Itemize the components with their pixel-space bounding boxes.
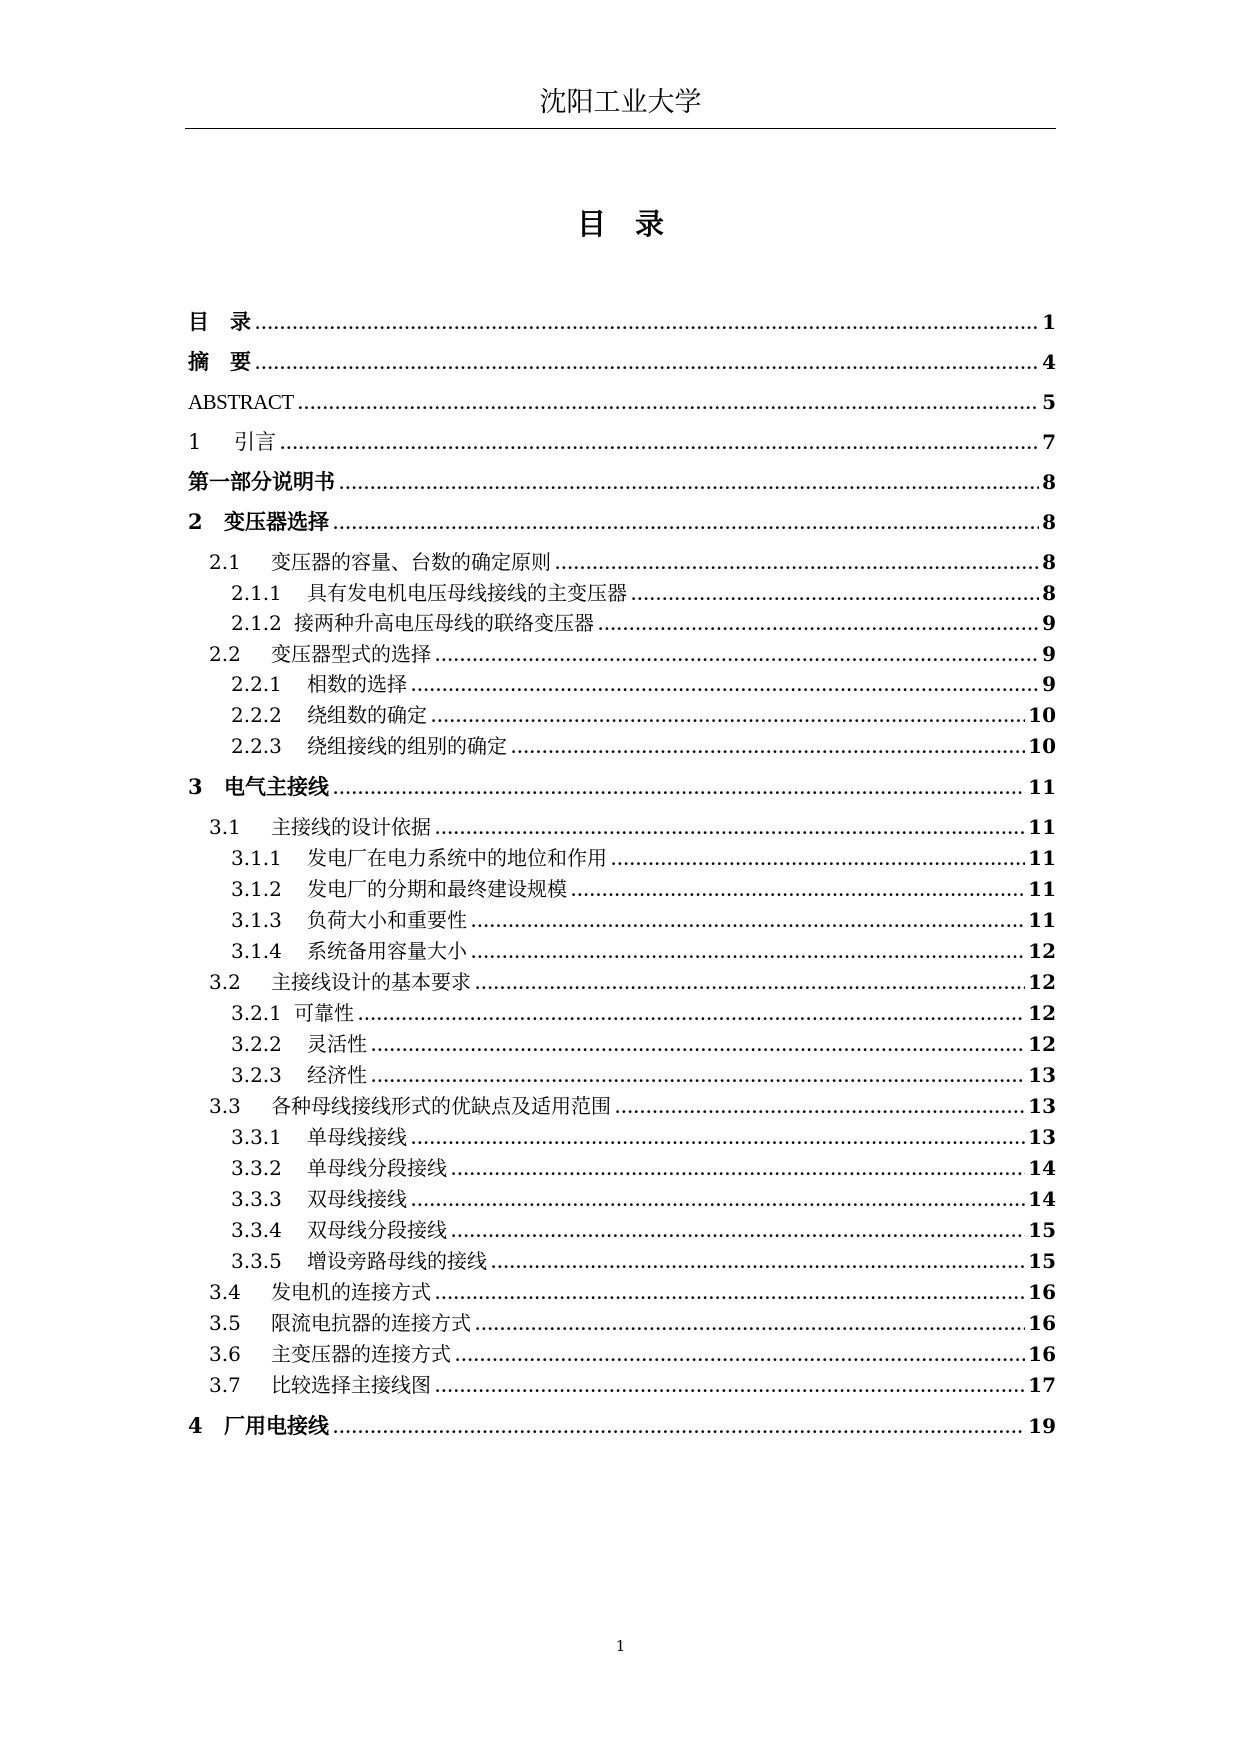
toc-entry[interactable]: [231, 1246, 1056, 1276]
toc-entry-number: 4: [188, 1413, 203, 1438]
toc-entry-page: 12: [1028, 970, 1056, 994]
toc-entry-number: 2.2.2: [231, 703, 282, 727]
toc-title: 目 录: [576, 207, 664, 241]
toc-entry-number: 3.1.1: [231, 846, 282, 870]
toc-leader-dots: [475, 969, 1025, 999]
toc-entry-number: 3.1: [209, 815, 241, 839]
toc-entry-number: 3.5: [209, 1311, 241, 1335]
toc-entry-page: 11: [1028, 775, 1056, 799]
toc-entry[interactable]: [188, 507, 1056, 537]
toc-entry-page: 7: [1042, 430, 1056, 454]
toc-entry-page: 17: [1028, 1373, 1056, 1397]
toc-leader-dots: [411, 671, 1039, 701]
toc-leader-dots: [358, 1000, 1025, 1030]
toc-entry-label: 双母线接线: [307, 1187, 407, 1211]
toc-entry-label: 增设旁路母线的接线: [307, 1249, 487, 1273]
toc-entry-label: 主变压器的连接方式: [271, 1342, 451, 1366]
toc-entry-page: 11: [1028, 877, 1056, 901]
toc-entry-page: 5: [1042, 390, 1056, 414]
toc-entry-label: 目 录: [188, 309, 251, 334]
toc-leader-dots: [255, 349, 1039, 379]
toc-entry-number: 3.3.4: [231, 1218, 282, 1242]
toc-leader-dots: [435, 814, 1025, 844]
toc-entry-page: 11: [1028, 815, 1056, 839]
toc-entry-number: 3.2: [209, 970, 241, 994]
toc-entry[interactable]: [231, 1215, 1056, 1245]
toc-entry-label: 摘 要: [188, 349, 251, 374]
toc-entry[interactable]: [231, 700, 1056, 730]
toc-entry[interactable]: [209, 1308, 1056, 1338]
toc-entry-number: 3.2.3: [231, 1063, 282, 1087]
toc-entry-page: 9: [1042, 642, 1056, 666]
toc-entry-label: 灵活性: [307, 1032, 367, 1056]
toc-leader-dots: [611, 845, 1025, 875]
toc-entry-number: 3.3.2: [231, 1156, 282, 1180]
toc-entry-number: 3.1.4: [231, 939, 282, 963]
toc-leader-dots: [333, 1413, 1025, 1443]
toc-entry-page: 16: [1028, 1311, 1056, 1335]
toc-leader-dots: [471, 938, 1025, 968]
toc-entry-page: 12: [1028, 1032, 1056, 1056]
toc-entry-page: 8: [1042, 470, 1056, 494]
toc-entry-page: 10: [1028, 703, 1056, 727]
toc-entry-number: 2.2: [209, 642, 241, 666]
toc-entry-label: 发电机的连接方式: [271, 1280, 431, 1304]
toc-entry[interactable]: [209, 1370, 1056, 1400]
toc-leader-dots: [339, 469, 1039, 499]
page-number: 1: [615, 1637, 626, 1655]
toc-entry-number: 3.3.3: [231, 1187, 282, 1211]
toc-leader-dots: [571, 876, 1025, 906]
toc-entry[interactable]: [188, 307, 1056, 337]
toc-leader-dots: [333, 509, 1039, 539]
toc-entry-number: 3.6: [209, 1342, 241, 1366]
toc-entry[interactable]: [231, 608, 1056, 638]
toc-entry-label: 单母线接线: [307, 1125, 407, 1149]
toc-entry-page: 15: [1028, 1218, 1056, 1242]
toc-entry-label: 绕组数的确定: [307, 703, 427, 727]
toc-entry[interactable]: [188, 347, 1056, 377]
toc-entry-label: 比较选择主接线图: [271, 1373, 431, 1397]
toc-entry[interactable]: [231, 1153, 1056, 1183]
toc-entry-label: 可靠性: [294, 1001, 354, 1025]
toc-leader-dots: [435, 641, 1039, 671]
toc-leader-dots: [371, 1062, 1025, 1092]
toc-entry[interactable]: [209, 547, 1056, 577]
toc-entry-label: 限流电抗器的连接方式: [271, 1311, 471, 1335]
toc-entry-number: 3.4: [209, 1280, 241, 1304]
toc-leader-dots: [435, 1372, 1025, 1402]
toc-leader-dots: [471, 907, 1025, 937]
toc-leader-dots: [615, 1093, 1025, 1123]
toc-entry-page: 19: [1028, 1414, 1056, 1438]
toc-entry-page: 13: [1028, 1094, 1056, 1118]
toc-entry-number: 3.2.2: [231, 1032, 282, 1056]
toc-entry-label: 绕组接线的组别的确定: [307, 734, 507, 758]
toc-entry-page: 8: [1042, 581, 1056, 605]
toc-entry-number: 3: [188, 774, 203, 799]
toc-entry-label: 各种母线接线形式的优缺点及适用范围: [271, 1094, 611, 1118]
toc-leader-dots: [280, 429, 1039, 459]
toc-leader-dots: [491, 1248, 1025, 1278]
toc-leader-dots: [455, 1341, 1025, 1371]
toc-leader-dots: [371, 1031, 1025, 1061]
toc-entry-page: 15: [1028, 1249, 1056, 1273]
toc-entry-number: 2.1: [209, 550, 241, 574]
toc-entry-page: 14: [1028, 1156, 1056, 1180]
toc-entry[interactable]: [231, 578, 1056, 608]
toc-entry-page: 8: [1042, 510, 1056, 534]
toc-entry-page: 11: [1028, 846, 1056, 870]
toc-entry[interactable]: [231, 669, 1056, 699]
toc-entry[interactable]: [231, 1060, 1056, 1090]
toc-entry-label: 引言: [234, 430, 276, 454]
toc-entry-page: 1: [1042, 310, 1056, 334]
toc-entry[interactable]: [231, 1122, 1056, 1152]
toc-leader-dots: [631, 580, 1039, 610]
toc-entry-label: 第一部分说明书: [188, 469, 335, 494]
toc-entry-label: 具有发电机电压母线接线的主变压器: [307, 581, 627, 605]
toc-entry[interactable]: [209, 1277, 1056, 1307]
toc-leader-dots: [411, 1124, 1025, 1154]
toc-entry[interactable]: [209, 1339, 1056, 1369]
toc-entry-page: 11: [1028, 908, 1056, 932]
toc-entry[interactable]: [209, 1091, 1056, 1121]
toc-entry-page: 12: [1028, 1001, 1056, 1025]
toc-entry[interactable]: [231, 1184, 1056, 1214]
toc-entry[interactable]: [188, 467, 1056, 497]
toc-entry-label: 变压器选择: [224, 509, 329, 534]
toc-entry-label: 电气主接线: [224, 774, 329, 799]
toc-entry[interactable]: [188, 387, 1056, 417]
toc-entry-label: 主接线的设计依据: [271, 815, 431, 839]
toc-entry-number: 2.2.3: [231, 734, 282, 758]
toc-entry-number: 3.1.2: [231, 877, 282, 901]
toc-entry-number: 3.3: [209, 1094, 241, 1118]
toc-leader-dots: [298, 389, 1039, 419]
toc-entry[interactable]: [188, 1411, 1056, 1441]
toc-entry-label: 接两种升高电压母线的联络变压器: [294, 611, 594, 635]
toc-entry-number: 3.7: [209, 1373, 241, 1397]
toc-entry-label: 发电厂在电力系统中的地位和作用: [307, 846, 607, 870]
toc-entry-number: 3.3.5: [231, 1249, 282, 1273]
toc-entry-page: 14: [1028, 1187, 1056, 1211]
toc-entry[interactable]: [209, 967, 1056, 997]
toc-leader-dots: [555, 549, 1039, 579]
toc-entry-label: 厂用电接线: [224, 1413, 329, 1438]
toc-entry-label: 负荷大小和重要性: [307, 908, 467, 932]
toc-entry-page: 8: [1042, 550, 1056, 574]
toc-entry-number: 2.2.1: [231, 672, 282, 696]
toc-entry[interactable]: [231, 843, 1056, 873]
toc-entry-number: 1: [188, 430, 202, 454]
toc-entry[interactable]: [209, 812, 1056, 842]
toc-entry-label: 系统备用容量大小: [307, 939, 467, 963]
toc-leader-dots: [511, 733, 1025, 763]
toc-entry-page: 9: [1042, 672, 1056, 696]
toc-entry-label: 相数的选择: [307, 672, 407, 696]
toc-leader-dots: [598, 610, 1039, 640]
toc-leader-dots: [451, 1217, 1025, 1247]
toc-entry-label: 变压器型式的选择: [271, 642, 431, 666]
toc-entry[interactable]: [188, 427, 1056, 457]
toc-entry-number: 2: [188, 509, 203, 534]
toc-entry-number: 3.2.1: [231, 1001, 282, 1025]
toc-entry-label: 单母线分段接线: [307, 1156, 447, 1180]
toc-leader-dots: [451, 1155, 1025, 1185]
toc-entry-page: 16: [1028, 1342, 1056, 1366]
toc-leader-dots: [411, 1186, 1025, 1216]
toc-entry-label: 主接线设计的基本要求: [271, 970, 471, 994]
toc-entry[interactable]: [209, 639, 1056, 669]
toc-entry[interactable]: [231, 731, 1056, 761]
toc-entry[interactable]: [231, 905, 1056, 935]
toc-leader-dots: [333, 774, 1025, 804]
toc-leader-dots: [435, 1279, 1025, 1309]
toc-entry-page: 16: [1028, 1280, 1056, 1304]
toc-entry[interactable]: [231, 936, 1056, 966]
toc-entry[interactable]: [188, 772, 1056, 802]
toc-entry[interactable]: [231, 1029, 1056, 1059]
toc-entry-number: 3.3.1: [231, 1125, 282, 1149]
toc-entry[interactable]: [231, 998, 1056, 1028]
toc-entry-label: 变压器的容量、台数的确定原则: [271, 550, 551, 574]
toc-leader-dots: [475, 1310, 1025, 1340]
toc-entry-page: 12: [1028, 939, 1056, 963]
toc-entry-page: 10: [1028, 734, 1056, 758]
toc-entry[interactable]: [231, 874, 1056, 904]
toc-entry-label: 经济性: [307, 1063, 367, 1087]
toc-entry-number: 2.1.1: [231, 581, 282, 605]
toc-entry-number: 3.1.3: [231, 908, 282, 932]
toc-leader-dots: [431, 702, 1025, 732]
header-institution: 沈阳工业大学: [539, 87, 702, 118]
toc-entry-page: 9: [1042, 611, 1056, 635]
toc-entry-label: 双母线分段接线: [307, 1218, 447, 1242]
toc-entry-number: 2.1.2: [231, 611, 282, 635]
toc-entry-page: 13: [1028, 1063, 1056, 1087]
toc-leader-dots: [255, 309, 1039, 339]
toc-entry-label: 发电厂的分期和最终建设规模: [307, 877, 567, 901]
toc-entry-page: 13: [1028, 1125, 1056, 1149]
toc-entry-page: 4: [1042, 350, 1056, 374]
toc-entry-label: ABSTRACT: [188, 390, 294, 414]
